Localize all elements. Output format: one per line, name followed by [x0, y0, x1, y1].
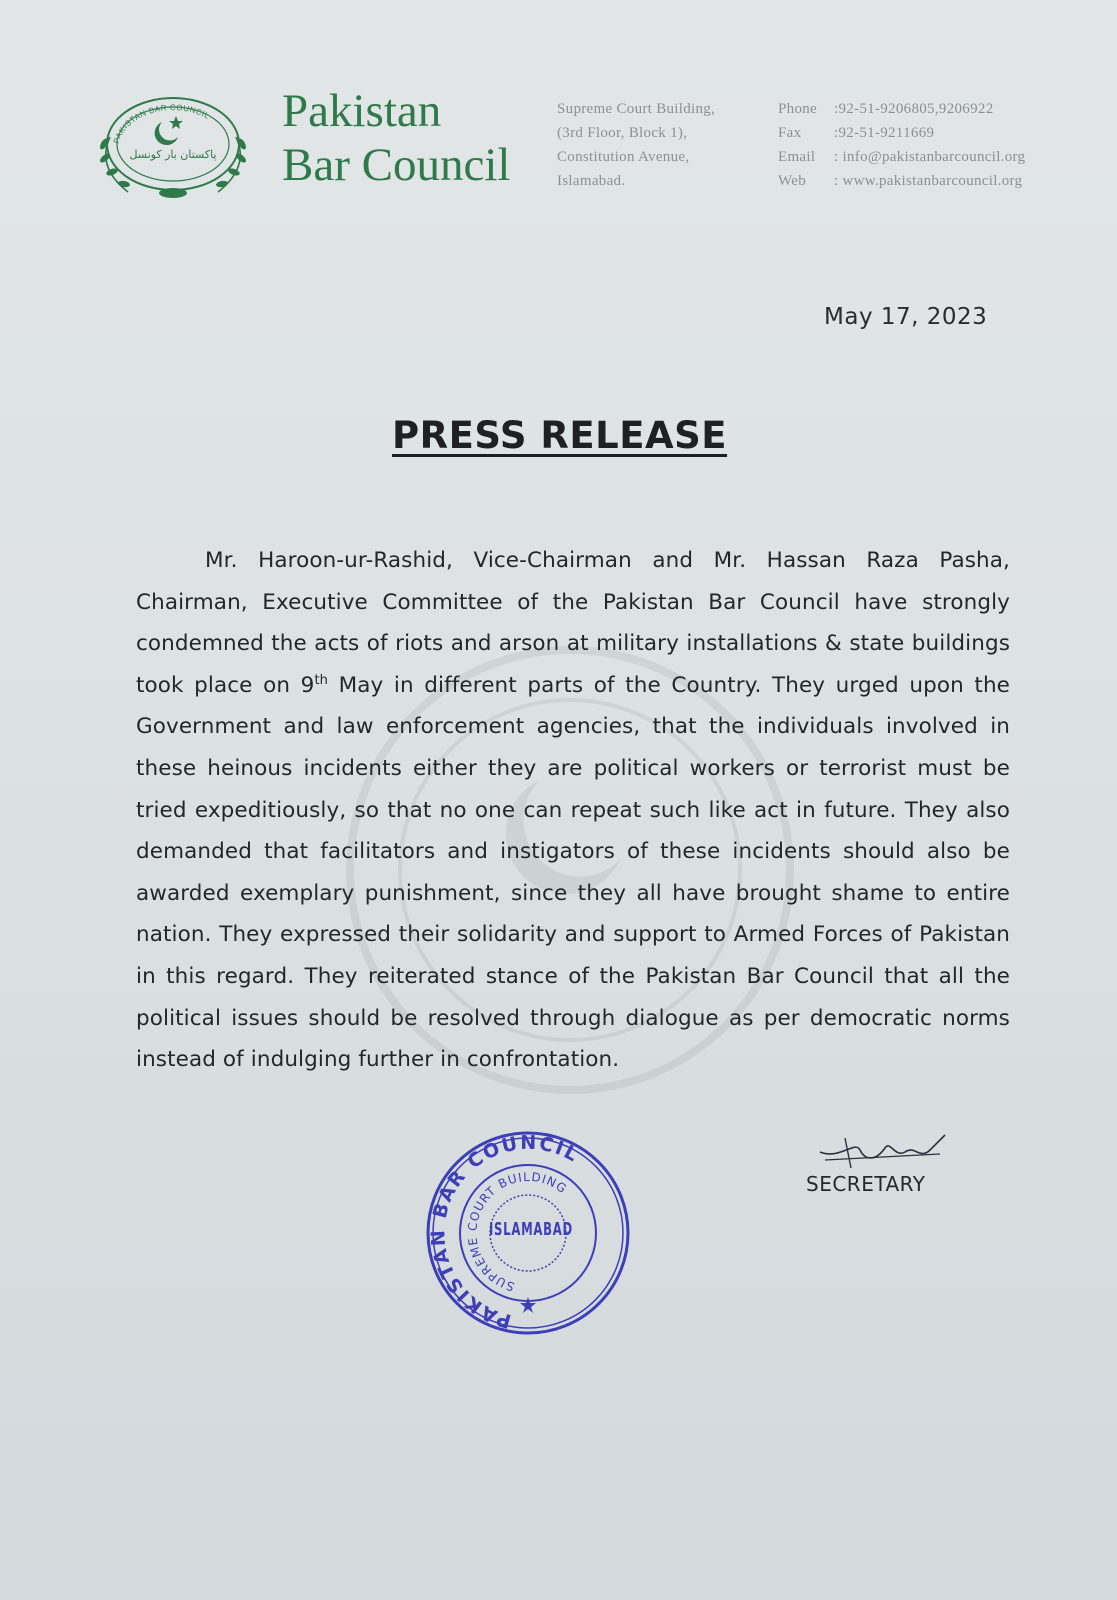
org-name-line1: Pakistan — [282, 85, 442, 137]
body-text-part2: May in different parts of the Country. They urged upon the Government and law enforcement agencies, that the individuals involved in these heinous incidents either they are political workers or terrorist must be tried expeditiously, so that no one can repeat such like act in future. They also demanded that facilitators and instigators of these incidents should also be awarded exemplary punishment, since they all have brought shame to entire nation. They expressed their solidarity and support to Armed Forces of Pakistan in this regard. They reiterated stance of the Pakistan Bar Council that all the political issues should be resolved through dialogue as per democratic norms instead of indulging further in confrontation. — [136, 672, 1010, 1073]
svg-text:SUPREME COURT BUILDING: SUPREME COURT BUILDING — [465, 1169, 570, 1294]
release-date: May 17, 2023 — [824, 304, 988, 330]
contact-label: Phone — [778, 101, 817, 117]
contact-block — [778, 97, 1025, 193]
address-line: Supreme Court Building, — [557, 101, 716, 117]
contact-email — [778, 145, 1025, 169]
svg-text:پاکستان بار کونسل: پاکستان بار کونسل — [129, 148, 217, 161]
contact-value: : www.pakistanbarcouncil.org — [834, 173, 1023, 189]
contact-label: Fax — [778, 125, 802, 141]
contact-label: Email — [778, 149, 816, 165]
contact-web — [778, 169, 1025, 193]
body-text-part1: Mr. Haroon-ur-Rashid, Vice-Chairman and Mr. Hassan Raza Pasha, Chairman, Executive Committee of the Pakistan Bar Council have strongly condemned the acts of riots and arson at military installations & state buildings took place on 9 — [136, 548, 1010, 698]
address-line: Islamabad. — [557, 173, 626, 189]
address-line: Constitution Avenue, — [557, 149, 690, 165]
contact-value: :92-51-9206805,9206922 — [834, 101, 994, 117]
council-logo-icon — [90, 92, 256, 200]
body-superscript: th — [314, 672, 328, 688]
signature-icon — [815, 1130, 955, 1175]
address-line: (3rd Floor, Block 1), — [557, 125, 688, 141]
address-block — [557, 97, 715, 193]
stamp-center-text: ISLAMABAD — [489, 1219, 573, 1240]
press-release-body — [136, 540, 1010, 1081]
contact-fax — [778, 121, 1025, 145]
svg-text:PAKISTAN BAR COUNCIL: PAKISTAN BAR COUNCIL — [427, 1131, 583, 1333]
organization-name — [282, 84, 510, 192]
svg-text:PAKISTAN BAR COUNCIL: PAKISTAN BAR COUNCIL — [111, 102, 212, 145]
contact-label: Web — [778, 173, 807, 189]
contact-value: : info@pakistanbarcouncil.org — [834, 149, 1026, 165]
contact-value: :92-51-9211669 — [834, 125, 935, 141]
contact-phone — [778, 97, 1025, 121]
signatory-title: SECRETARY — [806, 1172, 926, 1196]
org-name-line2: Bar Council — [282, 139, 511, 191]
page-title: PRESS RELEASE — [392, 414, 728, 457]
